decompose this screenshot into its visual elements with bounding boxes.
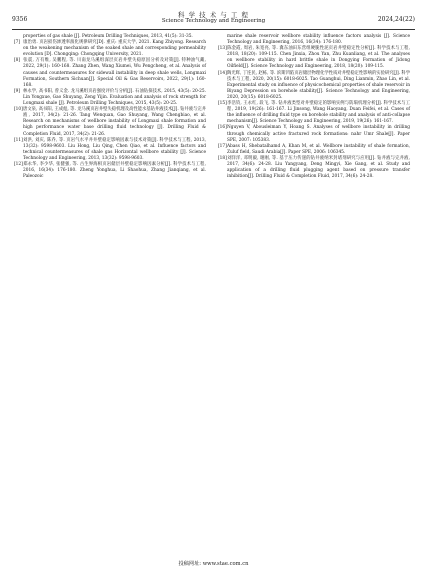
reference-number: [11] xyxy=(14,137,23,143)
reference-item xyxy=(218,144,410,156)
reference-text: Nguyen V, Abousleiman Y, Hoang S. Analyses of wellbore instability in drilling through chemically active fractured rock formations: nahr Umr Shale[J]. Paper SPE, 2007: 105383. xyxy=(227,125,410,143)
reference-text: 刘洋洋, 邓明毅, 谢刚, 等. 基于压力传递的钻井液纳米封堵剂研究与应用[J]. 钻井液与完井液, 2017, 34(6): 24-28. Liu Yangyang, Deng Mingyi, Xie Gang, et al. Study and application of a drilling fluid plugging agent based on pressure transfer inhibition[J]. Drilling Fluid & Completion Fluid, 2017, 34(6): 24-28. xyxy=(227,155,410,180)
reference-item xyxy=(14,162,206,180)
reference-number: [7] xyxy=(14,40,21,46)
reference-number: [15] xyxy=(218,101,227,107)
journal-title-en: Science Technology and Engineering xyxy=(161,18,266,24)
reference-text: Abass H, Shebatalhamd A, Khan M, et al. Wellbore instability of shale formation, Zuluf field, Saudi Arabia[J]. Paper SPE, 2006: 106345. xyxy=(227,143,410,155)
page-footer: 投稿网址: www.stae.com.cn xyxy=(178,561,249,567)
reference-number: [12] xyxy=(14,161,23,167)
reference-text: 陶光辉, 丁连民, 赵栋, 等. 滨斯凹陷页岩储层物理化学性质对井壁稳定性影响的实验研究[J]. 科学技术与工程, 2020, 20(15): 6018-6025. Tao Guanghui, Ding Lianmin, Zhao Lin, et al. Experimental study on influence of physicochemical properties of shale reservoir in Biyang Depression on borehole stability[J]. Science Technology and Engineering, 2020, 20(15): 6018-6025. xyxy=(227,70,410,100)
right-column xyxy=(218,34,410,180)
reference-item xyxy=(218,101,410,125)
reference-text: 李浩钧, 王永红, 段飞, 等. 钻井液类型对井壁稳定的影响实例与防塌机理分析[J]. 科学技术与工程, 2019, 19(26): 161-167. Li Jinsong, Wang Haoyang, Duan Feifei, et al. Cases of the influence of drilling fluid type on borehole stability and analysis of anti-collapse mechanism[J]. Science Technology and Engineering, 2019, 19(26): 161-167. xyxy=(227,101,410,125)
reference-text: 林永学, 高书阳, 曾义金. 龙马溪组页岩强度评价与分析[J]. 石油钻探技术, 2015, 43(5): 20-25. Lin Yongxue, Gao Shuyang, Zeng Yijin. Evaluation and analysis of rock strength for Longmaxi shale [J]. Petroleum Drilling Techniques, 2015, 43(5): 20-25. xyxy=(23,88,206,107)
reference-number: [13] xyxy=(218,46,227,52)
reference-number: [10] xyxy=(14,107,23,113)
reference-item xyxy=(14,89,206,107)
header-rule xyxy=(12,29,415,30)
reference-number: [17] xyxy=(218,143,227,149)
reference-number: [18] xyxy=(218,155,227,161)
reference-number: [14] xyxy=(218,70,227,76)
reference-text: 康治勇. 页岩损伤渗透率演化规律研究[D]. 重庆: 重庆大学, 2021. Kang Zhiyong. Research on the weakening mechanism of the soaked shale and corresponding permeability evolution [D]. Chongqing: Chongqing University, 2021. xyxy=(23,40,206,58)
journal-title-cn: 科 学 技 术 与 工 程 xyxy=(178,11,249,19)
reference-item xyxy=(218,125,410,143)
reference-text: 张震, 万有维, 吴鹏程, 等. 川南龙马溪组深层页岩井壁失稳原因分析及对策[J]. 特种油气藏, 2022, 29(1): 160-168. Zhang Zhen, Wang Xiumei, Wu Pengcheng, et al. Analysis of causes and countermeasures for sidewall instability in deep shale wells, Longmaxi Formation, Southern Sichuan[J]. Special Oil & Gas Reservoirs, 2022, 29(1): 160-168. xyxy=(23,58,206,88)
reference-text: 唐文泉, 高书阳, 王成彪, 等. 龙马溪页岩井壁失稳机理及高性能水基钻井液技术[J]. 钻井液与完井液, 2017, 34(2): 21-26. Tang Wenquan, Gao Shuyang, Wang Chengbiao, et al. Research on mechanisms of wellbore instability of Longmaxi shale formation and high performance water base drilling fluid technology [J]. Drilling Fluid & Completion Fluid, 2017, 34(2): 21-26. xyxy=(23,107,206,137)
reference-item xyxy=(218,46,410,70)
page-header xyxy=(12,8,415,28)
reference-item xyxy=(14,58,206,88)
reference-text: 郑永华, 李少华, 张健强, 等. 古生界海相页岩储层井壁稳定影响因素分析[J]. 科学技术与工程, 2016, 16(34): 176-180. Zheng Yonghua, Li Shaohua, Zhang Jianqiang, et al. Paleozoic xyxy=(23,161,206,180)
reference-item xyxy=(14,138,206,162)
reference-number: [16] xyxy=(218,125,227,131)
reference-number: [9] xyxy=(14,88,21,94)
page-number: 9356 xyxy=(12,16,28,23)
reference-item xyxy=(14,40,206,58)
reference-item xyxy=(14,107,206,137)
reference-item xyxy=(218,156,410,180)
reference-item xyxy=(218,71,410,101)
issue-info: 2024,24(22) xyxy=(377,16,415,23)
left-column xyxy=(14,34,206,180)
reference-continuation: marine shale reservoir wellbore stability influence factors analysis [J]. Science Technology and Engineering, 2016, 16(34): 176-180. xyxy=(227,34,410,46)
reference-number: [8] xyxy=(14,58,21,64)
reference-text: 陈金霞, 周岩, 朱宽亮, 等. 冀东油田东营组硬脆性泥页岩井壁稳定性分析[J]. 科学技术与工程, 2018, 18(20): 109-115. Chen Jinxia, Zhou Yan, Zhu Kuanliang, et al. The analyses on wellbore stability in hard brittle shale in Dongying Formation of Jidong Oilfield[J]. Science Technology and Engineering, 2018, 18(20): 109-115. xyxy=(227,46,410,70)
reference-continuation: properties of gas shale [J]. Petroleum Drilling Techniques, 2013, 41(5): 31-35. xyxy=(23,34,193,39)
reference-text: 刘洪, 刘庆, 陈乔, 等. 页岩气水平井井壁稳定影响因素与技术对策[J]. 科学技术与工程, 2013, 13(32): 9598-9603. Liu Hong, Liu Qing, Chen Qiao, et al. Influence factors and technical countermeasures of shale gas Horizontal wellbore stability [J]. Science Technology and Engineering, 2013, 13(32): 9598-9603. xyxy=(23,137,206,161)
